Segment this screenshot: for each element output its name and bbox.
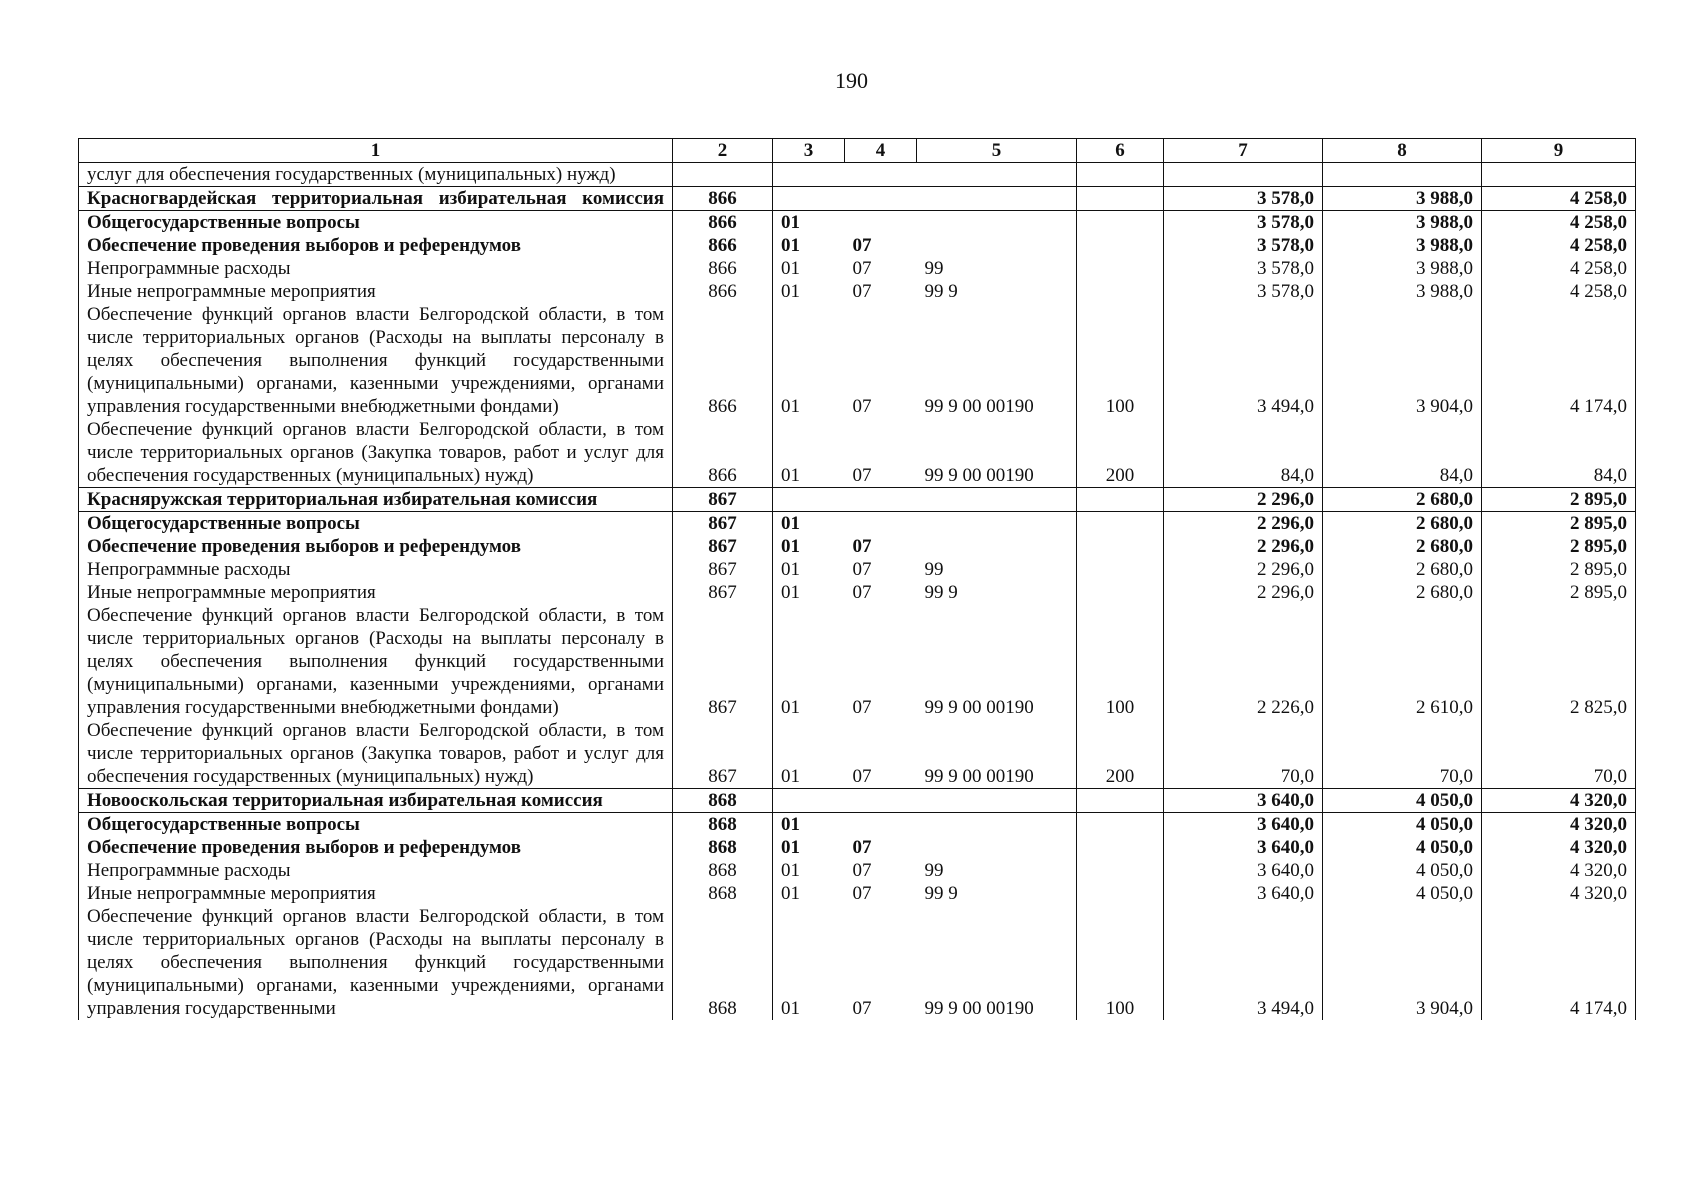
row-code-cell <box>673 163 773 187</box>
row-value-2020-cell: 3 640,0 <box>1164 836 1323 859</box>
row-value-2022-cell: 4 258,0 <box>1482 187 1636 211</box>
row-value-2020-cell: 3 578,0 <box>1164 187 1323 211</box>
row-type-cell <box>1077 211 1164 235</box>
header-col-7: 7 <box>1164 139 1323 163</box>
row-value-2022-cell: 4 320,0 <box>1482 882 1636 905</box>
row-type-cell: 200 <box>1077 418 1164 488</box>
table-row <box>79 882 1636 905</box>
row-value-2020-cell: 2 296,0 <box>1164 535 1323 558</box>
row-type-cell <box>1077 234 1164 257</box>
table-row <box>79 187 1636 211</box>
row-value-2021-cell: 3 904,0 <box>1323 905 1482 1020</box>
row-target-cell <box>917 836 1077 859</box>
row-name-cell: Обеспечение проведения выборов и референдумов <box>79 234 673 257</box>
table-body <box>79 163 1636 1021</box>
row-code-cell: 867 <box>673 488 773 512</box>
row-value-2022-cell: 4 258,0 <box>1482 234 1636 257</box>
row-value-2021-cell: 2 680,0 <box>1323 512 1482 536</box>
row-subsection-cell: 07 <box>852 697 872 718</box>
row-section-cell: 01 <box>773 882 845 905</box>
row-value-2022-cell: 4 258,0 <box>1482 211 1636 235</box>
row-name-cell: Непрограммные расходы <box>79 257 673 280</box>
row-subsection-cell <box>845 512 917 536</box>
row-section-cell: 01 <box>773 836 845 859</box>
row-value-2022-cell: 2 895,0 <box>1482 512 1636 536</box>
table-row <box>79 303 1636 418</box>
row-value-2021-cell <box>1323 163 1482 187</box>
row-value-2022-cell: 2 825,0 <box>1482 604 1636 719</box>
row-value-2020-cell: 84,0 <box>1164 418 1323 488</box>
row-subsection-cell: 07 <box>852 258 872 279</box>
row-type-cell <box>1077 558 1164 581</box>
budget-table <box>78 138 1636 1020</box>
row-name-cell: Иные непрограммные мероприятия <box>79 882 673 905</box>
row-section-cell: 01 <box>773 813 845 837</box>
table-row <box>79 836 1636 859</box>
row-value-2022-cell: 4 258,0 <box>1482 257 1636 280</box>
row-type-cell <box>1077 535 1164 558</box>
row-name-cell: Красняружская территориальная избирательная комиссия <box>79 488 673 512</box>
table-row <box>79 789 1636 813</box>
row-name-cell: Обеспечение проведения выборов и референдумов <box>79 535 673 558</box>
row-value-2021-cell: 3 988,0 <box>1323 211 1482 235</box>
row-type-cell: 100 <box>1077 303 1164 418</box>
row-subsection-cell: 07 <box>852 396 872 417</box>
row-section-cell: 01 <box>773 211 845 235</box>
row-code-cell: 867 <box>673 535 773 558</box>
row-subsection-cell: 07 <box>852 883 872 904</box>
row-value-2022-cell: 2 895,0 <box>1482 581 1636 604</box>
row-section-cell <box>773 488 845 512</box>
row-value-2020-cell: 2 296,0 <box>1164 581 1323 604</box>
row-value-2021-cell: 84,0 <box>1323 418 1482 488</box>
row-target-cell <box>917 187 1077 211</box>
row-name-cell: Обеспечение функций органов власти Белгородской области, в том числе территориальных органов (Расходы на выплаты персоналу в целях обеспечения выполнения функций государственными (муниципальными) органами, казенными учреждениями, органами управления государственными <box>79 905 673 1020</box>
header-col-2: 2 <box>673 139 773 163</box>
row-target-cell <box>917 234 1077 257</box>
row-name-cell: Обеспечение функций органов власти Белгородской области, в том числе территориальных органов (Расходы на выплаты персоналу в целях обеспечения выполнения функций государственными (муниципальными) органами, казенными учреждениями, органами управления государственными внебюджетными фондами) <box>79 303 673 418</box>
row-code-cell: 867 <box>673 719 773 789</box>
row-type-cell <box>1077 163 1164 187</box>
row-value-2021-cell: 2 680,0 <box>1323 488 1482 512</box>
row-section-cell: 01 <box>773 418 845 488</box>
row-value-2020-cell: 3 494,0 <box>1164 905 1323 1020</box>
row-subsection-cell: 07 <box>852 582 872 603</box>
row-code-cell: 868 <box>673 905 773 1020</box>
row-section-cell <box>773 789 845 813</box>
row-target-cell: 99 9 <box>917 280 1077 303</box>
row-section-cell: 01 <box>773 512 845 536</box>
row-value-2022-cell: 4 320,0 <box>1482 813 1636 837</box>
row-target-cell: 99 9 00 00190 <box>917 418 1077 488</box>
row-section-cell: 01 <box>773 303 845 418</box>
row-subsection-cell: 07 <box>852 860 872 881</box>
table-row <box>79 488 1636 512</box>
row-value-2021-cell: 4 050,0 <box>1323 882 1482 905</box>
row-value-2021-cell: 3 988,0 <box>1323 187 1482 211</box>
table-row <box>79 163 1636 187</box>
header-col-9: 9 <box>1482 139 1636 163</box>
row-code-cell: 866 <box>673 280 773 303</box>
row-code-cell: 867 <box>673 581 773 604</box>
row-subsection-cell <box>845 813 917 837</box>
row-target-cell <box>917 163 1077 187</box>
row-type-cell <box>1077 581 1164 604</box>
row-value-2022-cell: 70,0 <box>1482 719 1636 789</box>
row-target-cell <box>917 535 1077 558</box>
row-target-cell: 99 9 <box>917 882 1077 905</box>
table-row <box>79 418 1636 488</box>
row-value-2020-cell: 3 578,0 <box>1164 234 1323 257</box>
row-section-cell: 01 <box>773 905 845 1020</box>
row-code-cell: 868 <box>673 836 773 859</box>
row-value-2020-cell: 3 494,0 <box>1164 303 1323 418</box>
row-code-cell: 868 <box>673 882 773 905</box>
row-name-cell: Новооскольская территориальная избирательная комиссия <box>79 789 673 813</box>
row-type-cell <box>1077 789 1164 813</box>
row-value-2022-cell <box>1482 163 1636 187</box>
row-value-2021-cell: 70,0 <box>1323 719 1482 789</box>
row-value-2021-cell: 4 050,0 <box>1323 813 1482 837</box>
row-section-cell: 01 <box>773 257 845 280</box>
table-row <box>79 859 1636 882</box>
row-code-cell: 866 <box>673 303 773 418</box>
row-value-2022-cell: 4 320,0 <box>1482 836 1636 859</box>
header-col-8: 8 <box>1323 139 1482 163</box>
row-section-cell <box>773 187 845 211</box>
header-col-1: 1 <box>79 139 673 163</box>
table-row <box>79 558 1636 581</box>
row-value-2020-cell: 3 640,0 <box>1164 813 1323 837</box>
row-subsection-cell: 07 <box>852 281 872 302</box>
row-name-cell: Обеспечение проведения выборов и референдумов <box>79 836 673 859</box>
row-target-cell <box>917 512 1077 536</box>
row-type-cell: 100 <box>1077 604 1164 719</box>
row-section-cell <box>773 163 845 187</box>
row-target-cell <box>917 789 1077 813</box>
table-row <box>79 905 1636 1020</box>
row-value-2022-cell: 4 320,0 <box>1482 789 1636 813</box>
row-target-cell <box>917 488 1077 512</box>
row-target-cell: 99 <box>917 859 1077 882</box>
row-value-2021-cell: 2 680,0 <box>1323 581 1482 604</box>
row-value-2021-cell: 4 050,0 <box>1323 789 1482 813</box>
row-code-cell: 866 <box>673 234 773 257</box>
row-name-cell: Общегосударственные вопросы <box>79 813 673 837</box>
row-value-2022-cell: 4 174,0 <box>1482 905 1636 1020</box>
row-value-2020-cell: 3 640,0 <box>1164 859 1323 882</box>
row-section-cell: 01 <box>773 859 845 882</box>
row-section-cell: 01 <box>773 234 845 257</box>
row-target-cell <box>917 211 1077 235</box>
row-subsection-cell: 07 <box>852 766 872 787</box>
row-value-2021-cell: 4 050,0 <box>1323 836 1482 859</box>
row-name-cell: Красногвардейская территориальная избирательная комиссия <box>79 187 673 211</box>
row-section-cell: 01 <box>773 280 845 303</box>
row-type-cell <box>1077 512 1164 536</box>
header-col-5: 5 <box>917 139 1077 163</box>
row-type-cell <box>1077 280 1164 303</box>
table-row <box>79 719 1636 789</box>
row-subsection-cell: 07 <box>852 536 872 557</box>
header-col-4: 4 <box>845 139 917 163</box>
table-row <box>79 512 1636 536</box>
row-section-cell: 01 <box>773 558 845 581</box>
row-target-cell <box>917 813 1077 837</box>
header-col-6: 6 <box>1077 139 1164 163</box>
row-type-cell: 200 <box>1077 719 1164 789</box>
row-value-2021-cell: 3 988,0 <box>1323 280 1482 303</box>
row-code-cell: 866 <box>673 211 773 235</box>
header-row <box>79 139 1636 163</box>
row-name-cell: Непрограммные расходы <box>79 859 673 882</box>
row-section-cell: 01 <box>773 719 845 789</box>
row-name-cell: Обеспечение функций органов власти Белгородской области, в том числе территориальных органов (Расходы на выплаты персоналу в целях обеспечения выполнения функций государственными (муниципальными) органами, казенными учреждениями, органами управления государственными внебюджетными фондами) <box>79 604 673 719</box>
table-row <box>79 535 1636 558</box>
row-type-cell <box>1077 859 1164 882</box>
row-value-2021-cell: 4 050,0 <box>1323 859 1482 882</box>
row-value-2022-cell: 4 320,0 <box>1482 859 1636 882</box>
row-subsection-cell <box>845 187 917 211</box>
row-type-cell <box>1077 488 1164 512</box>
row-type-cell <box>1077 257 1164 280</box>
row-code-cell: 866 <box>673 257 773 280</box>
table-row <box>79 813 1636 837</box>
row-name-cell: Непрограммные расходы <box>79 558 673 581</box>
row-value-2022-cell: 84,0 <box>1482 418 1636 488</box>
table-row <box>79 257 1636 280</box>
row-value-2020-cell: 3 640,0 <box>1164 789 1323 813</box>
row-code-cell: 867 <box>673 512 773 536</box>
table-row <box>79 211 1636 235</box>
row-name-cell: Общегосударственные вопросы <box>79 512 673 536</box>
page-number: 190 <box>835 68 868 93</box>
row-code-cell: 868 <box>673 859 773 882</box>
row-value-2020-cell: 2 296,0 <box>1164 488 1323 512</box>
row-value-2020-cell: 3 578,0 <box>1164 211 1323 235</box>
row-value-2021-cell: 2 680,0 <box>1323 558 1482 581</box>
row-value-2022-cell: 2 895,0 <box>1482 535 1636 558</box>
row-target-cell: 99 9 <box>917 581 1077 604</box>
row-value-2021-cell: 2 610,0 <box>1323 604 1482 719</box>
row-section-cell: 01 <box>773 604 845 719</box>
row-code-cell: 867 <box>673 558 773 581</box>
row-value-2022-cell: 4 174,0 <box>1482 303 1636 418</box>
row-subsection-cell: 07 <box>852 465 872 486</box>
row-subsection-cell <box>845 163 917 187</box>
table-row <box>79 604 1636 719</box>
row-subsection-cell <box>845 488 917 512</box>
row-value-2020-cell: 3 640,0 <box>1164 882 1323 905</box>
row-value-2021-cell: 3 988,0 <box>1323 234 1482 257</box>
row-value-2022-cell: 2 895,0 <box>1482 488 1636 512</box>
row-value-2020-cell <box>1164 163 1323 187</box>
row-subsection-cell: 07 <box>852 998 872 1019</box>
row-code-cell: 868 <box>673 813 773 837</box>
row-value-2020-cell: 2 226,0 <box>1164 604 1323 719</box>
row-name-cell: Общегосударственные вопросы <box>79 211 673 235</box>
row-type-cell <box>1077 836 1164 859</box>
row-value-2021-cell: 3 904,0 <box>1323 303 1482 418</box>
row-type-cell <box>1077 882 1164 905</box>
row-code-cell: 868 <box>673 789 773 813</box>
row-subsection-cell: 07 <box>852 235 872 256</box>
row-value-2020-cell: 70,0 <box>1164 719 1323 789</box>
row-code-cell: 866 <box>673 187 773 211</box>
table-row <box>79 280 1636 303</box>
row-subsection-cell <box>845 789 917 813</box>
row-name-cell: Иные непрограммные мероприятия <box>79 581 673 604</box>
header-col-3: 3 <box>773 139 845 163</box>
row-type-cell <box>1077 813 1164 837</box>
row-target-cell: 99 9 00 00190 <box>917 905 1077 1020</box>
row-target-cell: 99 9 00 00190 <box>917 719 1077 789</box>
row-section-cell: 01 <box>773 535 845 558</box>
row-subsection-cell: 07 <box>852 837 872 858</box>
row-name-cell: Обеспечение функций органов власти Белгородской области, в том числе территориальных органов (Закупка товаров, работ и услуг для обеспечения государственных (муниципальных) нужд) <box>79 719 673 789</box>
row-value-2020-cell: 2 296,0 <box>1164 558 1323 581</box>
row-name-cell: услуг для обеспечения государственных (муниципальных) нужд) <box>79 163 673 187</box>
row-value-2021-cell: 2 680,0 <box>1323 535 1482 558</box>
row-type-cell <box>1077 187 1164 211</box>
row-target-cell: 99 9 00 00190 <box>917 604 1077 719</box>
table-row <box>79 581 1636 604</box>
row-value-2022-cell: 4 258,0 <box>1482 280 1636 303</box>
row-type-cell: 100 <box>1077 905 1164 1020</box>
row-code-cell: 867 <box>673 604 773 719</box>
row-name-cell: Иные непрограммные мероприятия <box>79 280 673 303</box>
table-row <box>79 234 1636 257</box>
row-code-cell: 866 <box>673 418 773 488</box>
row-target-cell: 99 <box>917 257 1077 280</box>
row-name-cell: Обеспечение функций органов власти Белгородской области, в том числе территориальных органов (Закупка товаров, работ и услуг для обеспечения государственных (муниципальных) нужд) <box>79 418 673 488</box>
row-value-2020-cell: 3 578,0 <box>1164 280 1323 303</box>
row-subsection-cell <box>845 211 917 235</box>
row-value-2020-cell: 2 296,0 <box>1164 512 1323 536</box>
row-value-2022-cell: 2 895,0 <box>1482 558 1636 581</box>
row-target-cell: 99 <box>917 558 1077 581</box>
row-target-cell: 99 9 00 00190 <box>917 303 1077 418</box>
row-subsection-cell: 07 <box>852 559 872 580</box>
row-value-2020-cell: 3 578,0 <box>1164 257 1323 280</box>
row-value-2021-cell: 3 988,0 <box>1323 257 1482 280</box>
row-section-cell: 01 <box>773 581 845 604</box>
